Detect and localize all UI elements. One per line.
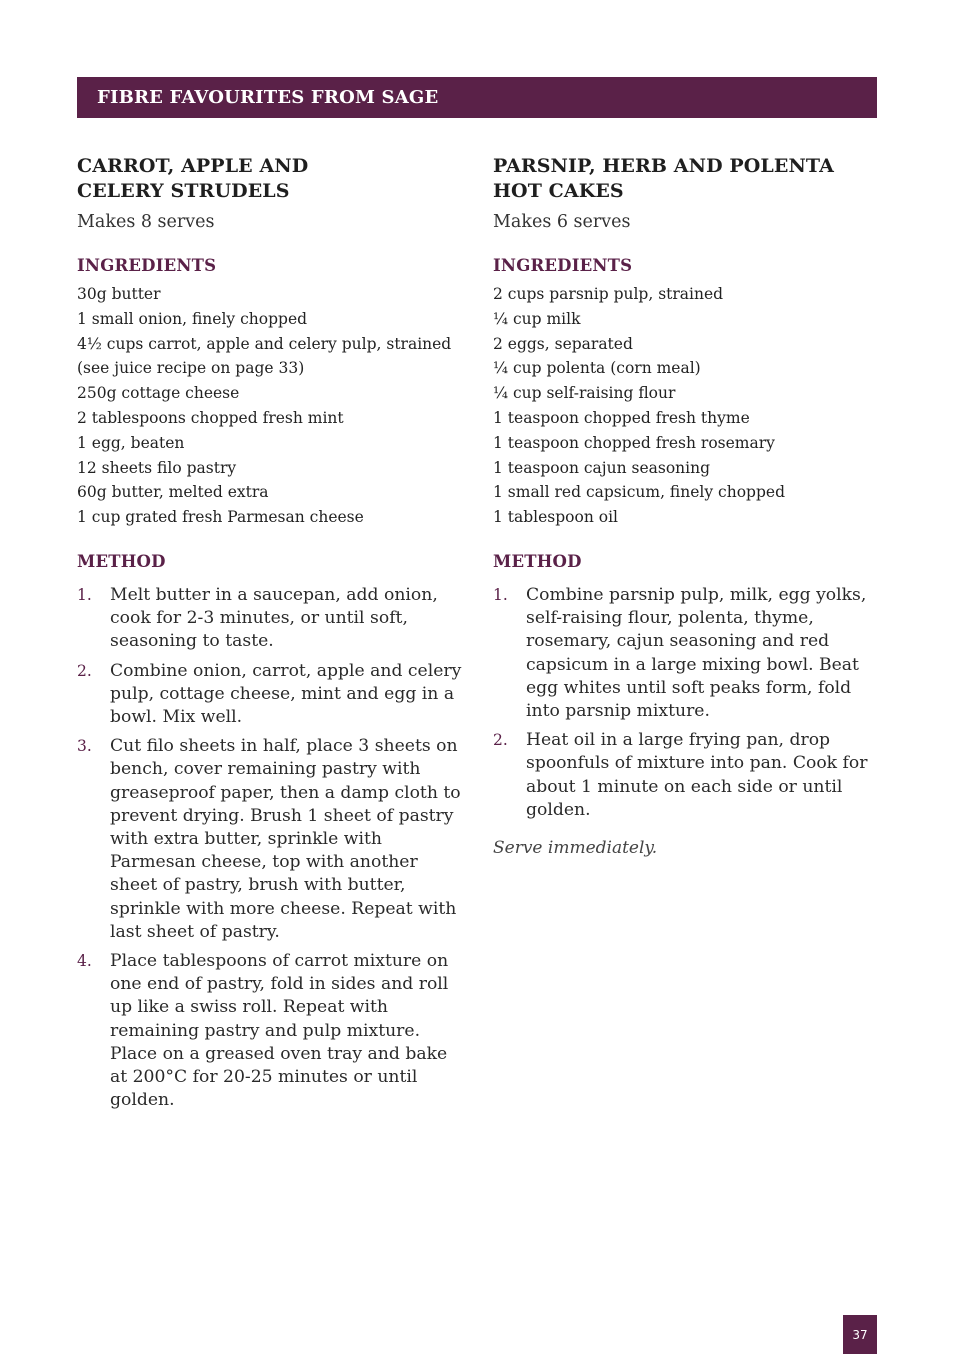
ingredient-item: 12 sheets filo pastry (77, 458, 237, 477)
method-step (77, 950, 469, 1112)
banner-title: FIBRE FAVOURITES FROM SAGE (97, 87, 439, 108)
recipe-title-line-2: HOT CAKES (493, 180, 624, 202)
section-banner (77, 77, 877, 118)
step-text: Heat oil in a large frying pan, drop spoonfuls of mixture into pan. Cook for about 1 minute on each side or until golden. (526, 730, 868, 820)
ingredient-item: 1 small onion, finely chopped (77, 309, 308, 328)
recipe-title-line-2: CELERY STRUDELS (77, 180, 290, 202)
recipe-title-line-1: PARSNIP, HERB AND POLENTA (493, 155, 834, 177)
recipe-title (493, 154, 877, 204)
step-number: 4. (77, 952, 92, 971)
ingredient-item: 1 teaspoon cajun seasoning (493, 458, 710, 477)
method-step (493, 584, 877, 723)
ingredient-item: 30g butter (77, 285, 161, 303)
ingredient-item: 1 egg, beaten (77, 433, 185, 452)
ingredient-item: 2 tablespoons chopped fresh mint (77, 408, 344, 427)
ingredients-list (493, 282, 877, 530)
ingredient-item: 2 cups parsnip pulp, strained (493, 285, 724, 303)
ingredients-heading: INGREDIENTS (77, 256, 217, 275)
recipe-serves: Makes 6 serves (493, 212, 631, 232)
step-text: Cut filo sheets in half, place 3 sheets on bench, cover remaining pastry with greaseproof paper, then a damp cloth to prevent drying. Brush 1 sheet of pastry with extra butter, sprinkle with Parmesan cheese, top with another sheet of pastry, brush with butter, sprinkle with more cheese. Repeat with last sheet of pastry. (110, 736, 461, 942)
step-number: 3. (77, 737, 92, 756)
step-text: Melt butter in a saucepan, add onion, cook for 2-3 minutes, or until soft, seasoning to taste. (110, 584, 438, 652)
recipe-serves: Makes 8 serves (77, 212, 215, 232)
method-list (77, 584, 469, 1112)
recipe-parsnip-herb-polenta-hot-cakes (493, 154, 877, 860)
method-list (493, 584, 877, 822)
method-heading: METHOD (77, 551, 166, 571)
step-number: 2. (77, 661, 92, 680)
ingredient-item: 1 small red capsicum, finely chopped (493, 483, 785, 502)
ingredient-item: 60g butter, melted extra (77, 483, 269, 502)
ingredients-heading: INGREDIENTS (493, 256, 633, 275)
recipe-title (77, 154, 469, 204)
ingredient-item: ¼ cup self-raising flour (493, 384, 676, 403)
ingredient-item: 250g cottage cheese (77, 384, 240, 403)
step-text: Place tablespoons of carrot mixture on one end of pastry, fold in sides and roll up like a swiss roll. Repeat with remaining pastry and pulp mixture. Place on a greased oven tray and bake at 200°C for 20-25 minutes or until golden. (110, 951, 449, 1111)
method-step (77, 735, 469, 944)
ingredient-item: 2 eggs, separated (493, 334, 633, 353)
ingredient-item: 1 teaspoon chopped fresh thyme (493, 408, 750, 427)
ingredient-item: ¼ cup milk (493, 309, 581, 328)
step-text: Combine onion, carrot, apple and celery pulp, cottage cheese, mint and egg in a bowl. Mix well. (110, 660, 462, 727)
ingredient-item: 1 teaspoon chopped fresh rosemary (493, 433, 775, 452)
method-step (493, 729, 877, 822)
ingredient-item: 1 cup grated fresh Parmesan cheese (77, 508, 364, 527)
ingredient-item: (see juice recipe on page 33) (77, 359, 305, 378)
step-number: 1. (77, 585, 92, 604)
method-step (77, 660, 469, 730)
ingredient-item: 4½ cups carrot, apple and celery pulp, strained (77, 334, 452, 353)
method-heading: METHOD (493, 551, 582, 571)
ingredient-item: ¼ cup polenta (corn meal) (493, 359, 701, 378)
recipe-title-line-1: CARROT, APPLE AND (77, 155, 309, 177)
step-text: Combine parsnip pulp, milk, egg yolks, self-raising flour, polenta, thyme, rosemary, cajun seasoning and red capsicum in a large mixing bowl. Beat egg whites until soft peaks form, fold into parsnip mixture. (526, 584, 867, 721)
step-number: 1. (493, 585, 508, 604)
page-number: 37 (843, 1315, 877, 1354)
ingredients-list (77, 282, 469, 530)
serve-note: Serve immediately. (493, 838, 658, 858)
step-number: 2. (493, 731, 508, 750)
recipe-carrot-apple-celery-strudels (77, 154, 469, 1118)
ingredient-item: 1 tablespoon oil (493, 508, 619, 527)
method-step (77, 584, 469, 654)
